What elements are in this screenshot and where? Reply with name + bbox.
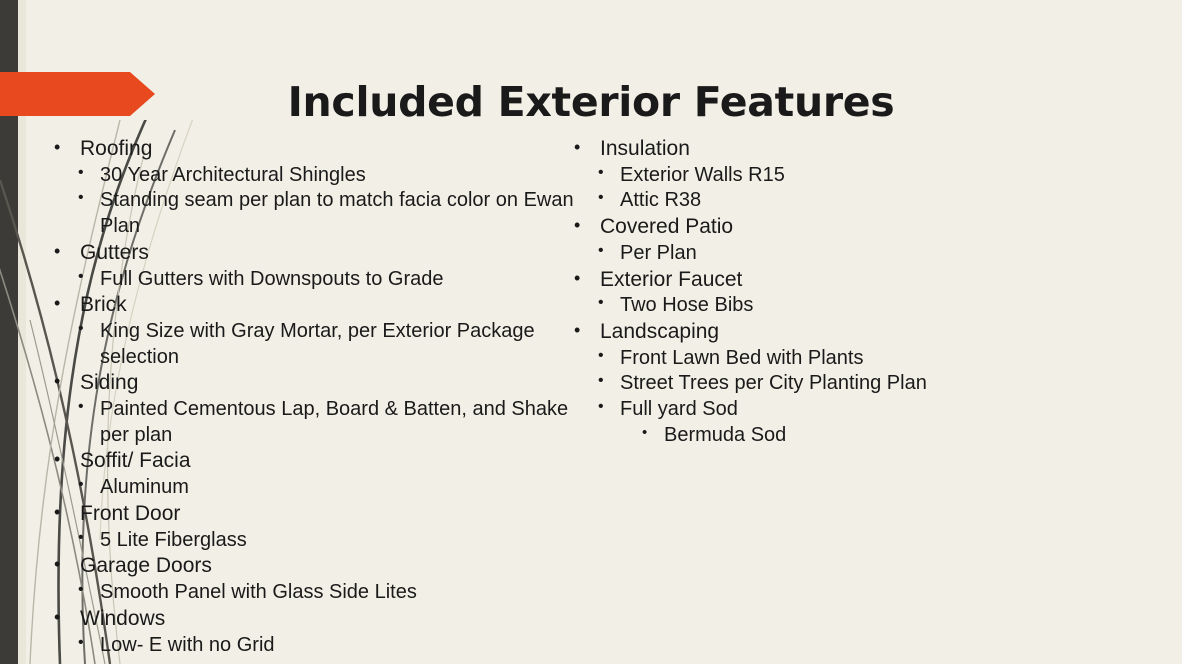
right-feature-list — [560, 136, 1120, 448]
list-item-label: Per Plan — [620, 241, 697, 264]
bullet-icon: • — [78, 581, 84, 599]
bullet-icon: • — [54, 137, 61, 157]
list-item-label: Exterior Faucet — [600, 267, 743, 291]
bullet-icon: • — [78, 398, 84, 416]
list-item — [40, 553, 580, 580]
list-item — [40, 448, 580, 475]
list-item — [578, 371, 1120, 397]
list-item — [578, 163, 1120, 189]
list-item-label: King Size with Gray Mortar, per Exterior Package selection — [100, 320, 535, 368]
list-item — [560, 319, 1120, 346]
list-item-label: Exterior Walls R15 — [620, 163, 785, 186]
list-item-label: Gutters — [80, 240, 149, 264]
list-item — [560, 136, 1120, 163]
left-feature-list — [40, 136, 580, 658]
list-item — [58, 633, 580, 659]
bullet-icon: • — [54, 293, 61, 314]
list-item — [58, 188, 580, 239]
list-item-label: Front Door — [80, 501, 181, 525]
list-item-label: Aluminum — [100, 476, 189, 499]
bullet-icon: • — [574, 215, 581, 236]
bullet-icon: • — [78, 320, 84, 337]
list-item — [58, 528, 580, 554]
list-item-label: Painted Cementous Lap, Board & Batten, and Shake per plan — [100, 398, 569, 446]
list-item-label: Bermuda Sod — [664, 423, 787, 446]
list-item-label: Street Trees per City Planting Plan — [620, 372, 927, 395]
bullet-icon: • — [598, 163, 604, 181]
bullet-icon: • — [78, 189, 84, 207]
list-item-label: Garage Doors — [80, 554, 212, 578]
bullet-icon: • — [574, 267, 581, 288]
bullet-icon: • — [598, 398, 604, 416]
list-item — [40, 370, 580, 397]
bullet-icon: • — [78, 528, 84, 546]
list-item — [58, 267, 580, 293]
left-feature-column — [40, 136, 580, 658]
page-title: Included Exterior Features — [287, 78, 895, 126]
list-item — [58, 397, 580, 448]
list-item-label: Soffit/ Facia — [80, 449, 191, 473]
list-item — [560, 267, 1120, 294]
bullet-icon: • — [54, 554, 61, 575]
list-item — [578, 397, 1120, 423]
list-item-label: Windows — [80, 606, 166, 630]
bullet-icon: • — [598, 372, 604, 390]
list-item — [578, 293, 1120, 319]
list-item — [620, 423, 1120, 449]
bullet-icon: • — [598, 294, 604, 312]
list-item — [40, 501, 580, 528]
bullet-icon: • — [78, 267, 84, 285]
list-item — [58, 163, 580, 189]
list-item-label: 30 Year Architectural Shingles — [100, 163, 366, 186]
list-item — [40, 606, 580, 633]
list-item-label: Attic R38 — [620, 189, 702, 212]
list-item — [40, 136, 580, 163]
list-item-label: Covered Patio — [600, 215, 734, 239]
list-item — [578, 346, 1120, 372]
bullet-icon: • — [54, 240, 61, 261]
list-item — [578, 188, 1120, 214]
bullet-icon: • — [642, 423, 648, 441]
list-item-label: Low- E with no Grid — [100, 633, 275, 656]
bullet-icon: • — [78, 476, 84, 494]
list-item — [40, 292, 580, 319]
bullet-icon: • — [54, 606, 61, 627]
list-item-label: 5 Lite Fiberglass — [100, 528, 247, 551]
list-item-label: Insulation — [600, 137, 690, 160]
list-item — [58, 580, 580, 606]
bullet-icon: • — [54, 371, 61, 392]
list-item-label: Roofing — [80, 137, 153, 160]
bullet-icon: • — [78, 163, 84, 181]
list-item-label: Full yard Sod — [620, 398, 738, 421]
bullet-icon: • — [598, 189, 604, 207]
list-item — [58, 319, 580, 370]
list-item-label: Two Hose Bibs — [620, 294, 754, 317]
bullet-icon: • — [54, 449, 61, 470]
list-item-label: Full Gutters with Downspouts to Grade — [100, 267, 444, 290]
bullet-icon: • — [574, 320, 581, 340]
list-item-label: Landscaping — [600, 320, 720, 343]
list-item — [40, 240, 580, 267]
list-item — [578, 241, 1120, 267]
bullet-icon: • — [598, 346, 604, 364]
bullet-icon: • — [574, 137, 581, 157]
right-feature-column — [560, 136, 1120, 448]
list-item-label: Brick — [80, 293, 127, 317]
bullet-icon: • — [598, 241, 604, 259]
list-item-label: Standing seam per plan to match facia color on Ewan Plan — [100, 189, 574, 238]
bullet-icon: • — [78, 633, 84, 651]
list-item-label: Siding — [80, 371, 139, 395]
list-item-label: Smooth Panel with Glass Side Lites — [100, 581, 417, 604]
bullet-icon: • — [54, 501, 61, 522]
list-item-label: Front Lawn Bed with Plants — [620, 346, 864, 369]
list-item — [58, 475, 580, 501]
list-item — [560, 214, 1120, 241]
